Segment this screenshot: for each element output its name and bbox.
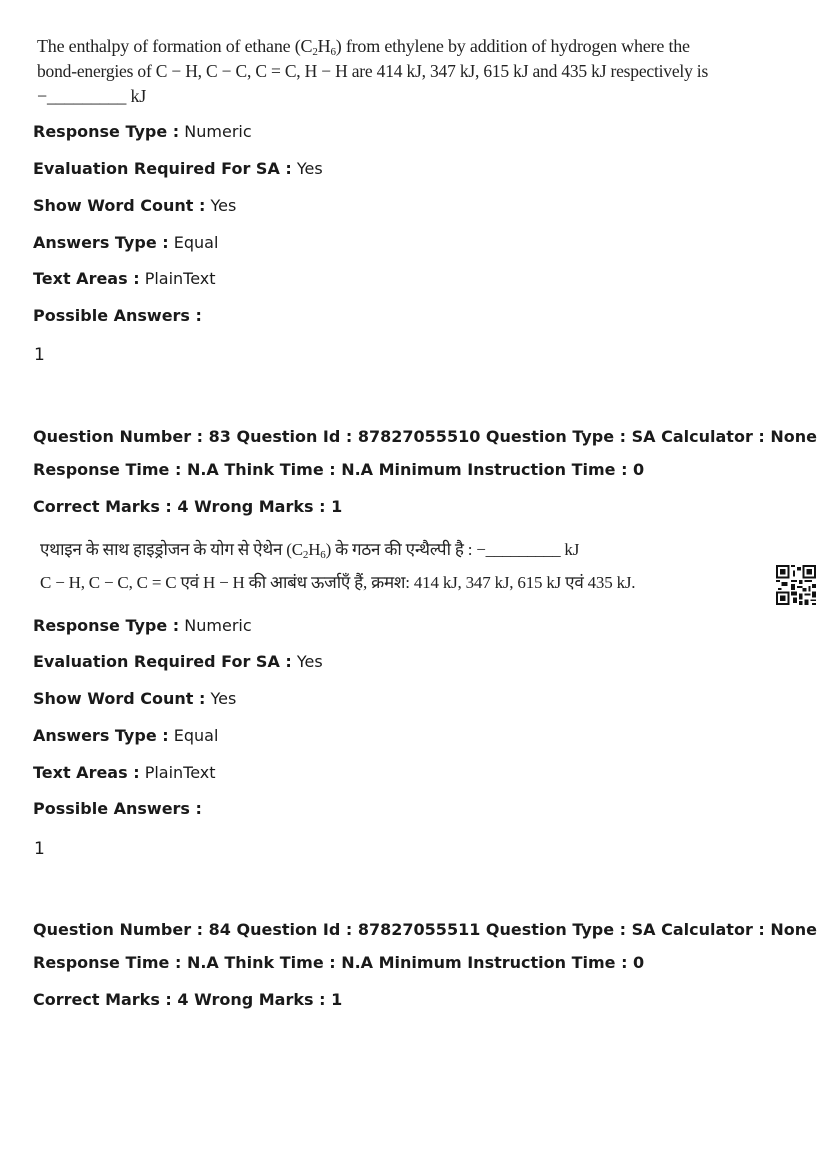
q82-evaluation-required: Evaluation Required For SA : Yes — [33, 159, 323, 178]
q83-response-type: Response Type : Numeric — [33, 616, 252, 635]
q83-possible-answer: 1 — [34, 839, 45, 859]
q82-response-type: Response Type : Numeric — [33, 122, 252, 141]
q82-text-areas: Text Areas : PlainText — [33, 269, 216, 288]
q83-header-line-3: Correct Marks : 4 Wrong Marks : 1 — [33, 497, 343, 516]
qr-code-icon — [776, 565, 816, 605]
q83-answers-type: Answers Type : Equal — [33, 726, 219, 745]
q82-text-line-1: The enthalpy of formation of ethane $(C_2H_6)$ from ethylene by addition of hydrogen where the — [37, 36, 690, 58]
q82-text-line-3: −_________ kJ — [37, 86, 147, 106]
q83-header-line-2: Response Time : N.A Think Time : N.A Minimum Instruction Time : 0 — [33, 460, 645, 479]
q84-header-line-1: Question Number : 84 Question Id : 87827055511 Question Type : SA Calculator : None — [33, 920, 817, 939]
q83-header-line-1: Question Number : 83 Question Id : 87827055510 Question Type : SA Calculator : None — [33, 427, 817, 446]
q82-possible-answers-label: Possible Answers : — [33, 306, 202, 325]
q84-header-line-2: Response Time : N.A Think Time : N.A Minimum Instruction Time : 0 — [33, 953, 645, 972]
q82-possible-answer: 1 — [34, 345, 45, 365]
q83-text-areas: Text Areas : PlainText — [33, 763, 216, 782]
q82-answers-type: Answers Type : Equal — [33, 233, 219, 252]
q83-hindi-line-2: C − H, C − C, C = C एवं H − H की आबंध ऊर्जाएँ हैं, क्रमश: 414 kJ, 347 kJ, 615 kJ एवं 435 kJ. — [40, 573, 636, 592]
q83-evaluation-required: Evaluation Required For SA : Yes — [33, 652, 323, 671]
q84-header-line-3: Correct Marks : 4 Wrong Marks : 1 — [33, 990, 343, 1009]
q83-possible-answers-label: Possible Answers : — [33, 799, 202, 818]
q82-show-word-count: Show Word Count : Yes — [33, 196, 237, 215]
q83-hindi-line-1: एथाइन के साथ हाइड्रोजन के योग से ऐथेन $(C_2H_6)$ के गठन की एन्थैल्पी है : −_________ kJ — [40, 540, 580, 561]
q82-text-line-2: bond-energies of C − H, C − C, C = C, H − H are 414 kJ, 347 kJ, 615 kJ and 435 kJ respectively is — [37, 61, 709, 81]
q83-show-word-count: Show Word Count : Yes — [33, 689, 237, 708]
